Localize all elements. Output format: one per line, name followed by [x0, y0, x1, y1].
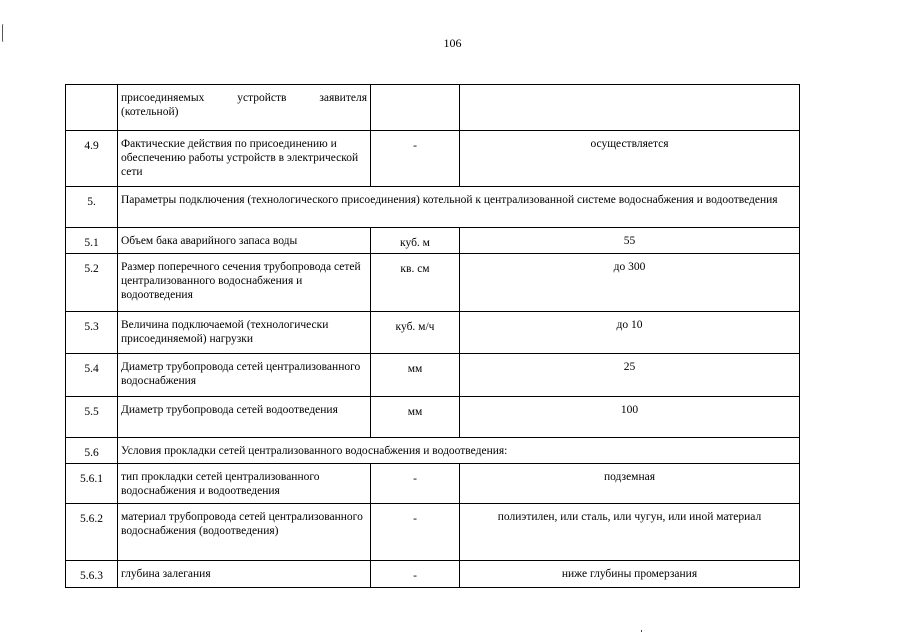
row-description: тип прокладки сетей централизованного водоснабжения и водоотведения [118, 464, 371, 504]
row-number: 5.6.1 [66, 464, 118, 504]
row-unit: куб. м [371, 228, 460, 254]
row-unit: - [371, 464, 460, 504]
row-value: до 300 [460, 254, 800, 312]
row-number: 5. [66, 187, 118, 228]
row-unit: кв. см [371, 254, 460, 312]
table-row [66, 254, 800, 312]
table-row [66, 397, 800, 438]
row-value: 25 [460, 354, 800, 397]
row-number: 5.1 [66, 228, 118, 254]
row-description: глубина залегания [118, 561, 371, 588]
section-heading: Условия прокладки сетей централизованного водоснабжения и водоотведения: [118, 438, 800, 464]
row-value: 55 [460, 228, 800, 254]
table-row [66, 228, 800, 254]
table-row [66, 85, 800, 131]
row-value: подземная [460, 464, 800, 504]
row-description-line: присоединяемых устройств заявителя [121, 92, 367, 104]
row-unit: мм [371, 354, 460, 397]
table-row [66, 354, 800, 397]
table-row [66, 131, 800, 187]
row-number: 5.4 [66, 354, 118, 397]
row-number: 5.6.3 [66, 561, 118, 588]
row-description: Диаметр трубопровода сетей централизованного водоснабжения [118, 354, 371, 397]
row-unit: мм [371, 397, 460, 438]
row-number: 5.3 [66, 312, 118, 354]
page-number: 106 [443, 36, 462, 50]
row-value: 100 [460, 397, 800, 438]
row-unit: куб. м/ч [371, 312, 460, 354]
table-row [66, 504, 800, 561]
row-value [460, 85, 800, 131]
row-value: до 10 [460, 312, 800, 354]
row-number: 5.6 [66, 438, 118, 464]
row-number [66, 85, 118, 131]
row-number: 4.9 [66, 131, 118, 187]
row-unit [371, 85, 460, 131]
table-row [66, 187, 800, 228]
row-description: Величина подключаемой (технологически присоединяемой) нагрузки [118, 312, 371, 354]
table-row [66, 561, 800, 588]
section-heading: Параметры подключения (технологического присоединения) котельной к централизованной системе водоснабжения и водоотведения [118, 187, 800, 228]
row-value: полиэтилен, или сталь, или чугун, или иной материал [460, 504, 800, 561]
row-description-line: (котельной) [121, 106, 179, 118]
row-unit: - [371, 131, 460, 187]
table-row [66, 438, 800, 464]
table-row [66, 464, 800, 504]
row-unit: - [371, 504, 460, 561]
scan-speck [641, 630, 642, 632]
row-description: Размер поперечного сечения трубопровода сетей централизованного водоснабжения и водоотведения [118, 254, 371, 312]
row-description: Диаметр трубопровода сетей водоотведения [118, 397, 371, 438]
row-description [118, 85, 371, 131]
row-description: Фактические действия по присоединению и обеспечению работы устройств в электрической сети [118, 131, 371, 187]
row-value: осуществляется [460, 131, 800, 187]
row-value: ниже глубины промерзания [460, 561, 800, 588]
row-unit: - [371, 561, 460, 588]
row-description: Объем бака аварийного запаса воды [118, 228, 371, 254]
table-row [66, 312, 800, 354]
row-description: материал трубопровода сетей централизованного водоснабжения (водоотведения) [118, 504, 371, 561]
row-number: 5.2 [66, 254, 118, 312]
row-number: 5.5 [66, 397, 118, 438]
row-number: 5.6.2 [66, 504, 118, 561]
parameters-table [65, 84, 800, 588]
